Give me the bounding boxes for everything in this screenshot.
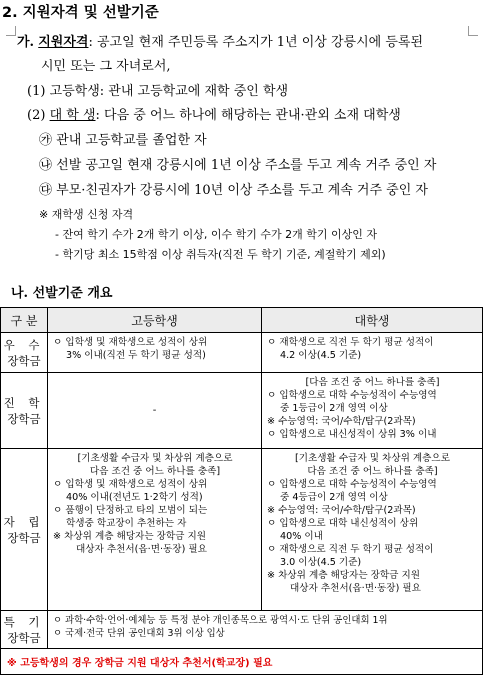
- cell-line: ※ 수능영역: 국어/수학/탐구(2과목): [267, 416, 416, 427]
- header-high-school: 고등학생: [48, 308, 262, 333]
- row-label-line-1: 자 립: [3, 514, 45, 529]
- row-label-special: [1, 611, 48, 649]
- crop-mark-top-left: [6, 26, 16, 36]
- row-label-line-2: 장학금: [7, 353, 41, 368]
- item-text: 고등학생: 관내 고등학교에 재학 중인 학생: [49, 84, 289, 99]
- sub-text: 선발 공고일 현재 강릉시에 1년 이상 주소를 두고 계속 거주 중인 자: [56, 158, 437, 173]
- table-footnote-row: [1, 649, 483, 675]
- cell-line: ㅇ 재학생으로 직전 두 학기 평균 성적이: [267, 544, 434, 555]
- cell-line: ㅇ 입학생 및 재학생으로 성적이 상위: [53, 337, 208, 348]
- eligibility-item-2: [27, 104, 401, 123]
- eligibility-sub-2: [39, 154, 436, 173]
- cell-line: 4.2 이상(4.5 기준): [280, 350, 362, 361]
- row-label-excellence: [1, 333, 48, 373]
- eligibility-prefix: 가.: [17, 35, 35, 50]
- cell-line: ※ 차상위 계층 해당자는 장학금 지원: [53, 531, 207, 542]
- table-row-special: [1, 611, 483, 649]
- enrollment-note-item-2: - 학기당 최소 15학점 이상 취득자(직전 두 학기 기준, 계절학기 제외): [55, 248, 386, 261]
- eligibility-line-1: : 공고일 현재 주민등록 주소지가 1년 이상 강릉시에 등록된: [88, 35, 424, 50]
- eligibility-sub-3: [39, 179, 428, 198]
- section-title: 2. 지원자격 및 선발기준: [2, 5, 159, 21]
- cell-independence-univ: [262, 449, 483, 611]
- cell-line: 중 4등급이 2개 영역 이상: [280, 492, 388, 503]
- sub-mark: ㉯: [39, 158, 53, 173]
- cell-line: ㅇ 입학생으로 대학 수능성적이 수능영역: [267, 479, 437, 490]
- crop-mark-top-right: [468, 26, 478, 36]
- row-label-line-2: 장학금: [7, 411, 41, 426]
- header-university: 대학생: [262, 308, 483, 333]
- header-category: 구 분: [1, 308, 48, 333]
- row-label-independence: [1, 449, 48, 611]
- eligibility-line-2: 시민 또는 그 자녀로서,: [41, 59, 171, 74]
- cell-line: 중 1등급이 2개 영역 이상: [280, 403, 388, 414]
- cell-line: ㅇ 품행이 단정하고 타의 모범이 되는: [53, 505, 208, 516]
- cell-line: 다음 조건 중 어느 하나를 충족]: [307, 466, 438, 477]
- cell-line: 다음 조건 중 어느 하나를 충족]: [89, 466, 221, 477]
- cell-line: ㅇ 입학생으로 대학 수능성적이 수능영역: [267, 390, 437, 401]
- eligibility-item-1: [27, 80, 288, 99]
- sub-mark: ㉰: [39, 183, 53, 198]
- item-number: (2): [27, 108, 46, 123]
- cell-advancement-univ: [262, 373, 483, 449]
- cell-line: ㅇ 재학생으로 직전 두 학기 평균 성적이: [267, 337, 434, 348]
- cell-excellence-univ: [262, 333, 483, 373]
- cell-advancement-high: -: [48, 373, 262, 449]
- cell-line: ※ 차상위 계층 해당자는 장학금 지원: [267, 570, 421, 581]
- cell-independence-high: [48, 449, 262, 611]
- cell-line: ※ 수능영역: 국어/수학/탐구(2과목): [267, 505, 416, 516]
- cell-line: 대상자 추천서(읍·면·동장) 필요: [290, 583, 421, 594]
- cell-line: 대상자 추천서(읍·면·동장) 필요: [76, 544, 207, 555]
- row-label-line-2: 장학금: [7, 630, 41, 645]
- cell-line: ㅇ 입학생 및 재학생으로 성적이 상위: [53, 479, 208, 490]
- eligibility-heading: [17, 31, 423, 50]
- cell-line: [기초생활 수급자 및 차상위 계층으로: [77, 453, 233, 464]
- table-header-row: [1, 308, 483, 333]
- cell-line: 학생중 학교장이 추천하는 자: [66, 518, 187, 529]
- criteria-table: [0, 307, 483, 675]
- eligibility-label: 지원자격: [38, 35, 89, 50]
- row-label-line-2: 장학금: [7, 530, 41, 545]
- item-text: : 다음 중 어느 하나에 해당하는 관내·관외 소재 대학생: [95, 108, 401, 123]
- sub-text: 부모·친권자가 강릉시에 10년 이상 주소를 두고 계속 거주 중인 자: [56, 183, 428, 198]
- cell-line: 40% 이내(전년도 1·2학기 성적): [66, 492, 203, 503]
- criteria-heading: 나. 선발기준 개요: [11, 286, 113, 301]
- item-number: (1): [27, 84, 46, 99]
- cell-special: [48, 611, 483, 649]
- table-row-independence: [1, 449, 483, 611]
- cell-line: [다음 조건 중 어느 하나를 충족]: [305, 377, 440, 388]
- cell-line: 3.0 이상(4.5 기준): [280, 557, 362, 568]
- row-label-line-1: 특 기: [3, 614, 45, 629]
- sub-text: 관내 고등학교를 졸업한 자: [56, 133, 207, 148]
- cell-line: [기초생활 수급자 및 차상위 계층으로: [295, 453, 450, 464]
- cell-line: 40% 이내: [280, 531, 323, 542]
- row-label-advancement: [1, 373, 48, 449]
- footnote-text: ※ 고등학생의 경우 장학금 지원 대상자 추천서(학교장) 필요: [7, 658, 273, 669]
- enrollment-note-title: ※ 재학생 신청 자격: [39, 208, 134, 221]
- enrollment-note-item-1: - 잔여 학기 수가 2개 학기 이상, 이수 학기 수가 2개 학기 이상인 자: [55, 228, 377, 241]
- cell-line: 3% 이내(직전 두 학기 평균 성적): [66, 350, 206, 361]
- cell-line: ㅇ 입학생으로 내신성적이 상위 3% 이내: [267, 429, 437, 440]
- row-label-line-1: 진 학: [3, 395, 45, 410]
- cell-line: ㅇ 국제·전국 단위 공인대회 3위 이상 입상: [53, 628, 225, 639]
- cell-line: ㅇ 입학생으로 대학 내신성적이 상위: [267, 518, 419, 529]
- cell-line: ㅇ 과학·수학·언어·예체능 등 특정 분야 개인종목으로 광역시·도 단위 공인대회 1위: [53, 615, 388, 626]
- sub-mark: ㉮: [39, 133, 53, 148]
- item-label: 대 학 생: [49, 108, 96, 123]
- cell-excellence-high: [48, 333, 262, 373]
- row-label-line-1: 우 수: [3, 337, 45, 352]
- table-row-excellence: [1, 333, 483, 373]
- table-row-advancement: [1, 373, 483, 449]
- eligibility-sub-1: [39, 129, 207, 148]
- footnote-cell: [1, 649, 483, 675]
